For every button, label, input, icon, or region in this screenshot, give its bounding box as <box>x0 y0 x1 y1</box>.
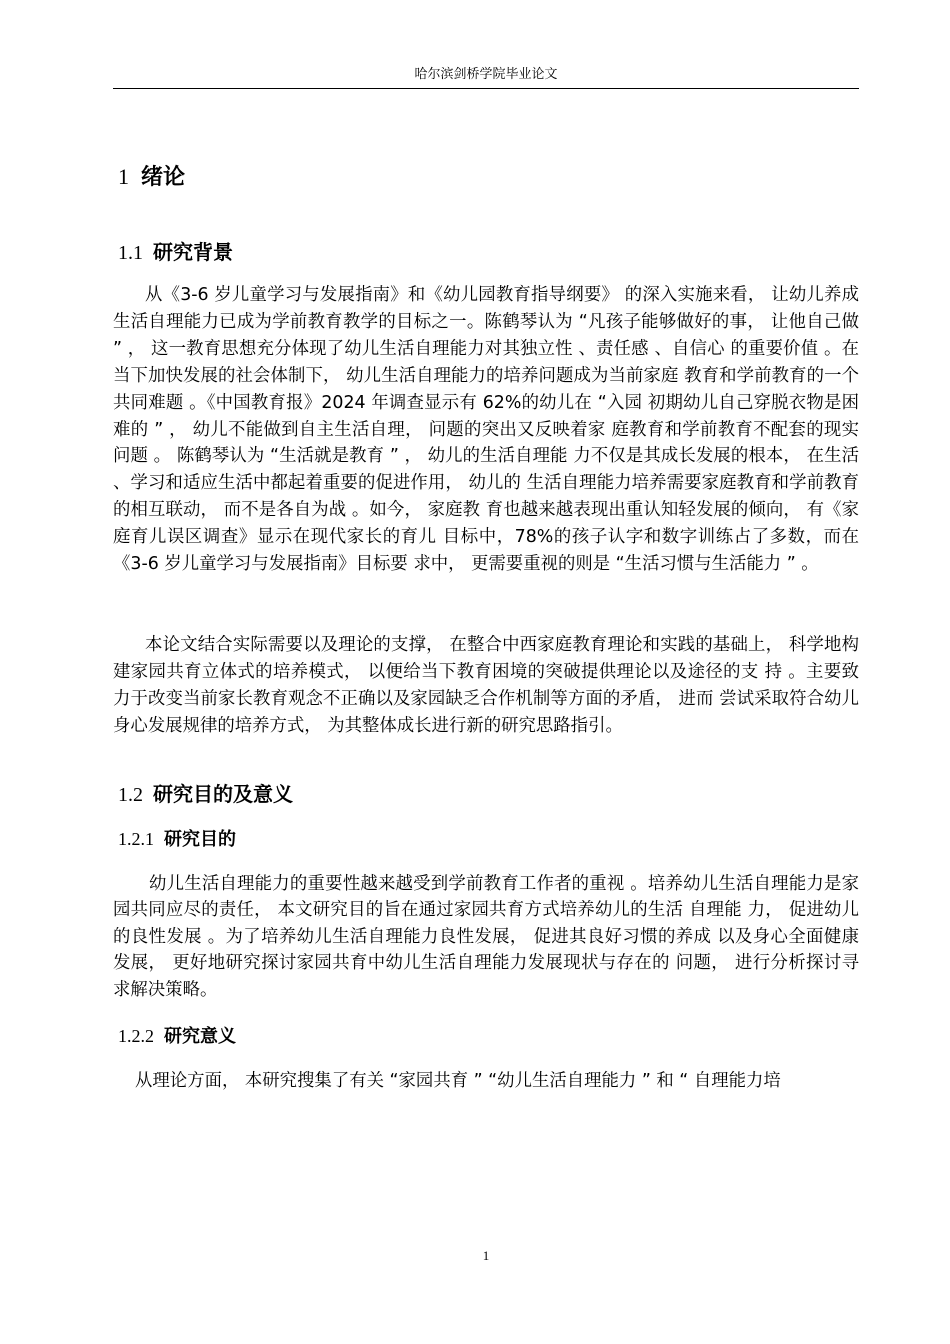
subsection-number: 1.2.2 <box>118 1026 154 1046</box>
chapter-title: 绪论 <box>141 165 186 190</box>
chapter-heading <box>118 162 185 193</box>
page-number: 1 <box>482 1248 490 1263</box>
paragraph-background-1: 从《3-6 岁儿童学习与发展指南》和《幼儿园教育指导纲要》 的深入实施来看， 让幼儿养成生活自理能力已成为学前教育教学的目标之一。陈鹤琴认为 “凡孩子能够做好的事， 让他自己做 ” ， 这一教育思想充分体现了幼儿生活自理能力对其独立性 、责任感 、自信心 的重要价值 。在当下加快发展的社会体制下， 幼儿生活自理能力的培养问题成为当前家庭 教育和学前教育的一个共同难题 。《中国教育报》2024 年调查显示有 62%的幼儿在 “入园 初期幼儿自己穿脱衣物是困难的 ” ， 幼儿不能做到自主生活自理， 问题的突出又反映着家 庭教育和学前教育不配套的现实问题 。 陈鹤琴认为 “生活就是教育 ” ， 幼儿的生活自理能 力不仅是其成长发展的根本， 在生活 、学习和适应生活中都起着重要的促进作用， 幼儿的 生活自理能力培养需要家庭教育和学前教育的相互联动， 而不是各自为战 。如今， 家庭教 育也越来越表现出重认知轻发展的倾向， 有《家庭育儿误区调查》显示在现代家长的育儿 目标中，78%的孩子认字和数字训练占了多数，而在《3-6 岁儿童学习与发展指南》目标要 求中， 更需要重视的则是 “生活习惯与生活能力 ” 。 <box>113 285 859 575</box>
subsection-number: 1.2.1 <box>118 829 154 849</box>
section-heading-purpose-significance <box>118 780 293 809</box>
section-title: 研究目的及意义 <box>153 782 293 806</box>
subsection-title: 研究目的 <box>164 829 236 850</box>
chapter-number: 1 <box>118 164 129 189</box>
header-divider <box>113 88 859 89</box>
section-number: 1.2 <box>118 784 143 806</box>
subsection-heading-purpose <box>118 826 236 853</box>
subsection-heading-significance <box>118 1023 236 1050</box>
paragraph-background-2: 本论文结合实际需要以及理论的支撑， 在整合中西家庭教育理论和实践的基础上， 科学地构建家园共育立体式的培养模式， 以便给当下教育困境的突破提供理论以及途径的支 持 。主要致力于改变当前家长教育观念不正确以及家园缺乏合作机制等方面的矛盾， 进而 尝试采取符合幼儿身心发展规律的培养方式， 为其整体成长进行新的研究思路指引。 <box>113 635 859 736</box>
running-header: 哈尔滨剑桥学院毕业论文 <box>414 67 558 82</box>
section-number: 1.1 <box>118 242 143 264</box>
subsection-title: 研究意义 <box>164 1026 236 1047</box>
paragraph-significance: 从理论方面， 本研究搜集了有关 “家园共育 ” “幼儿生活自理能力 ” 和 “ 自理能力培 <box>135 1071 781 1091</box>
paragraph-purpose: 幼儿生活自理能力的重要性越来越受到学前教育工作者的重视 。培养幼儿生活自理能力是家园共同应尽的责任， 本文研究目的旨在通过家园共育方式培养幼儿的生活 自理能 力， 促进幼儿的良性发展 。为了培养幼儿生活自理能力良性发展， 促进其良好习惯的养成 以及身心全面健康发展， 更好地研究探讨家园共育中幼儿生活自理能力发展现状与存在的 问题， 进行分析探讨寻求解决策略。 <box>113 874 859 1000</box>
section-heading-background <box>118 238 233 267</box>
section-title: 研究背景 <box>153 240 233 264</box>
